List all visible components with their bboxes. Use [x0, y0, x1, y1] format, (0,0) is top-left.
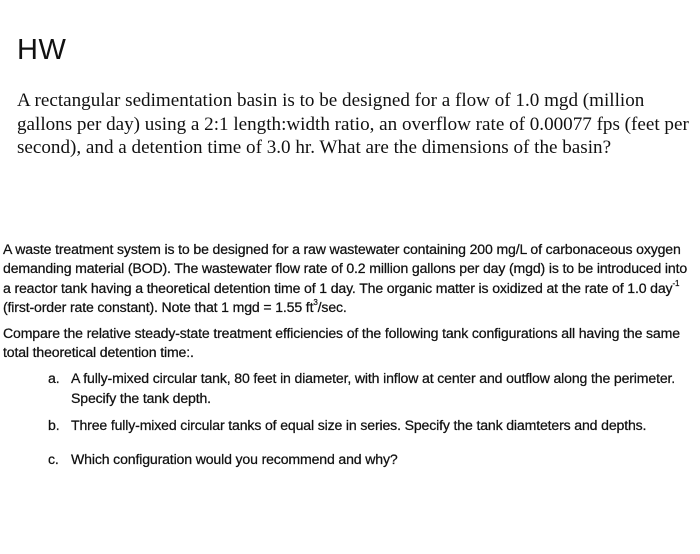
sub-question-c	[3, 450, 689, 469]
sub-question-marker: b.	[48, 417, 60, 434]
sub-question-marker: a.	[48, 370, 60, 387]
problem-1-text: A rectangular sedimentation basin is to be designed for a flow of 1.0 mgd (million gallons per day) using a 2:1 length:width ratio, an overflow rate of 0.00077 fps (feet per second), and a detention time of 3.0 hr. What are the dimensions of the basin?	[17, 90, 689, 158]
problem-2-intro-part3: /sec.	[317, 299, 347, 316]
sub-question-b	[3, 416, 689, 435]
problem-2-compare: Compare the relative steady-state treatment efficiencies of the following tank configurations all having the same total theoretical detention time:.	[3, 324, 680, 361]
sub-question-text: Which configuration would you recommend and why?	[71, 450, 398, 467]
page-title: HW	[17, 34, 67, 66]
sub-question-a	[3, 369, 689, 408]
problem-2	[3, 240, 697, 477]
rate-unit-superscript: -1	[672, 278, 680, 288]
sub-question-text: A fully-mixed circular tank, 80 feet in diameter, with inflow at center and outflow along the perimeter. Specify the tank depth.	[71, 370, 676, 406]
sub-question-list	[3, 369, 697, 469]
cubic-unit-superscript: 3	[313, 298, 318, 308]
sub-question-text: Three fully-mixed circular tanks of equal size in series. Specify the tank diamteters and depths.	[71, 417, 647, 434]
problem-2-intro	[3, 240, 697, 318]
problem-2-intro-part2: (first-order rate constant). Note that 1 mgd = 1.55 ft	[3, 299, 314, 316]
sub-question-marker: c.	[48, 450, 59, 467]
problem-2-intro-part1: A waste treatment system is to be designed for a raw wastewater containing 200 mg/L of carbonaceous oxygen demanding material (BOD). The wastewater flow rate of 0.2 million gallons per day (mgd) is to be introduced into a reactor tank having a theoretical detention time of 1 day. The organic matter is oxidized at the rate of 1.0 day	[3, 241, 688, 296]
